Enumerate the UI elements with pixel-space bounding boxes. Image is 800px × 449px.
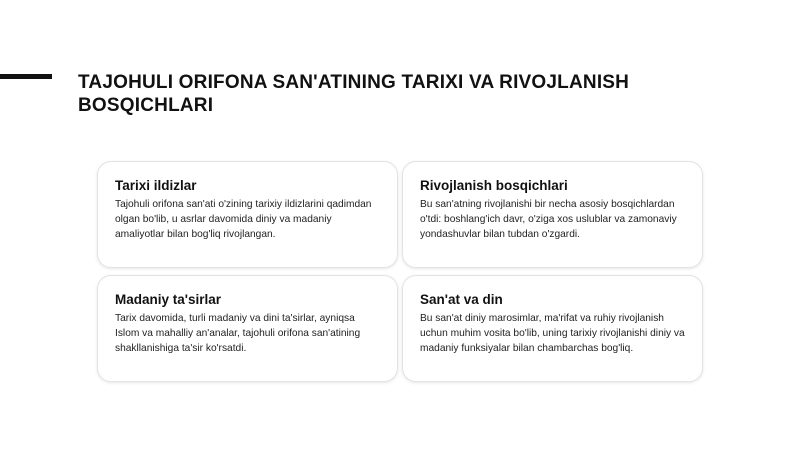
card-body: Bu san'at diniy marosimlar, ma'rifat va ruhiy rivojlanish uchun muhim vosita bo'lib, uning tarixiy rivojlanishi diniy va madaniy funksiyalar bilan chambarchas bog'liq. (420, 313, 685, 354)
card-body: Tarix davomida, turli madaniy va dini ta'sirlar, ayniqsa Islom va mahalliy an'analar, tajohuli orifona san'atining shakllanishiga ta'sir ko'rsatdi. (115, 313, 361, 354)
title-accent-bar (0, 74, 52, 79)
card-tarixi-ildizlar (97, 161, 398, 268)
slide-title: TAJOHULI ORIFONA SAN'ATINING TARIXI VA RIVOJLANISH BOSQICHLARI (78, 72, 630, 116)
card-body: Tajohuli orifona san'ati o'zining tarixiy ildizlarini qadimdan olgan bo'lib, u asrlar davomida diniy va madaniy amaliyotlar bilan bog'liq rivojlangan. (115, 199, 372, 240)
card-heading: Tarixi ildizlar (115, 178, 197, 193)
card-heading: Rivojlanish bosqichlari (420, 178, 568, 193)
card-heading: Madaniy ta'sirlar (115, 292, 222, 307)
card-madaniy-tasirlar (97, 275, 398, 382)
card-rivojlanish-bosqichlari (402, 161, 703, 268)
card-body: Bu san'atning rivojlanishi bir necha asosiy bosqichlardan o'tdi: boshlang'ich davr, o'ziga xos uslublar va zamonaviy yondashuvlar bilan tubdan o'zgardi. (420, 199, 677, 240)
card-sanat-va-din (402, 275, 703, 382)
card-heading: San'at va din (420, 292, 503, 307)
